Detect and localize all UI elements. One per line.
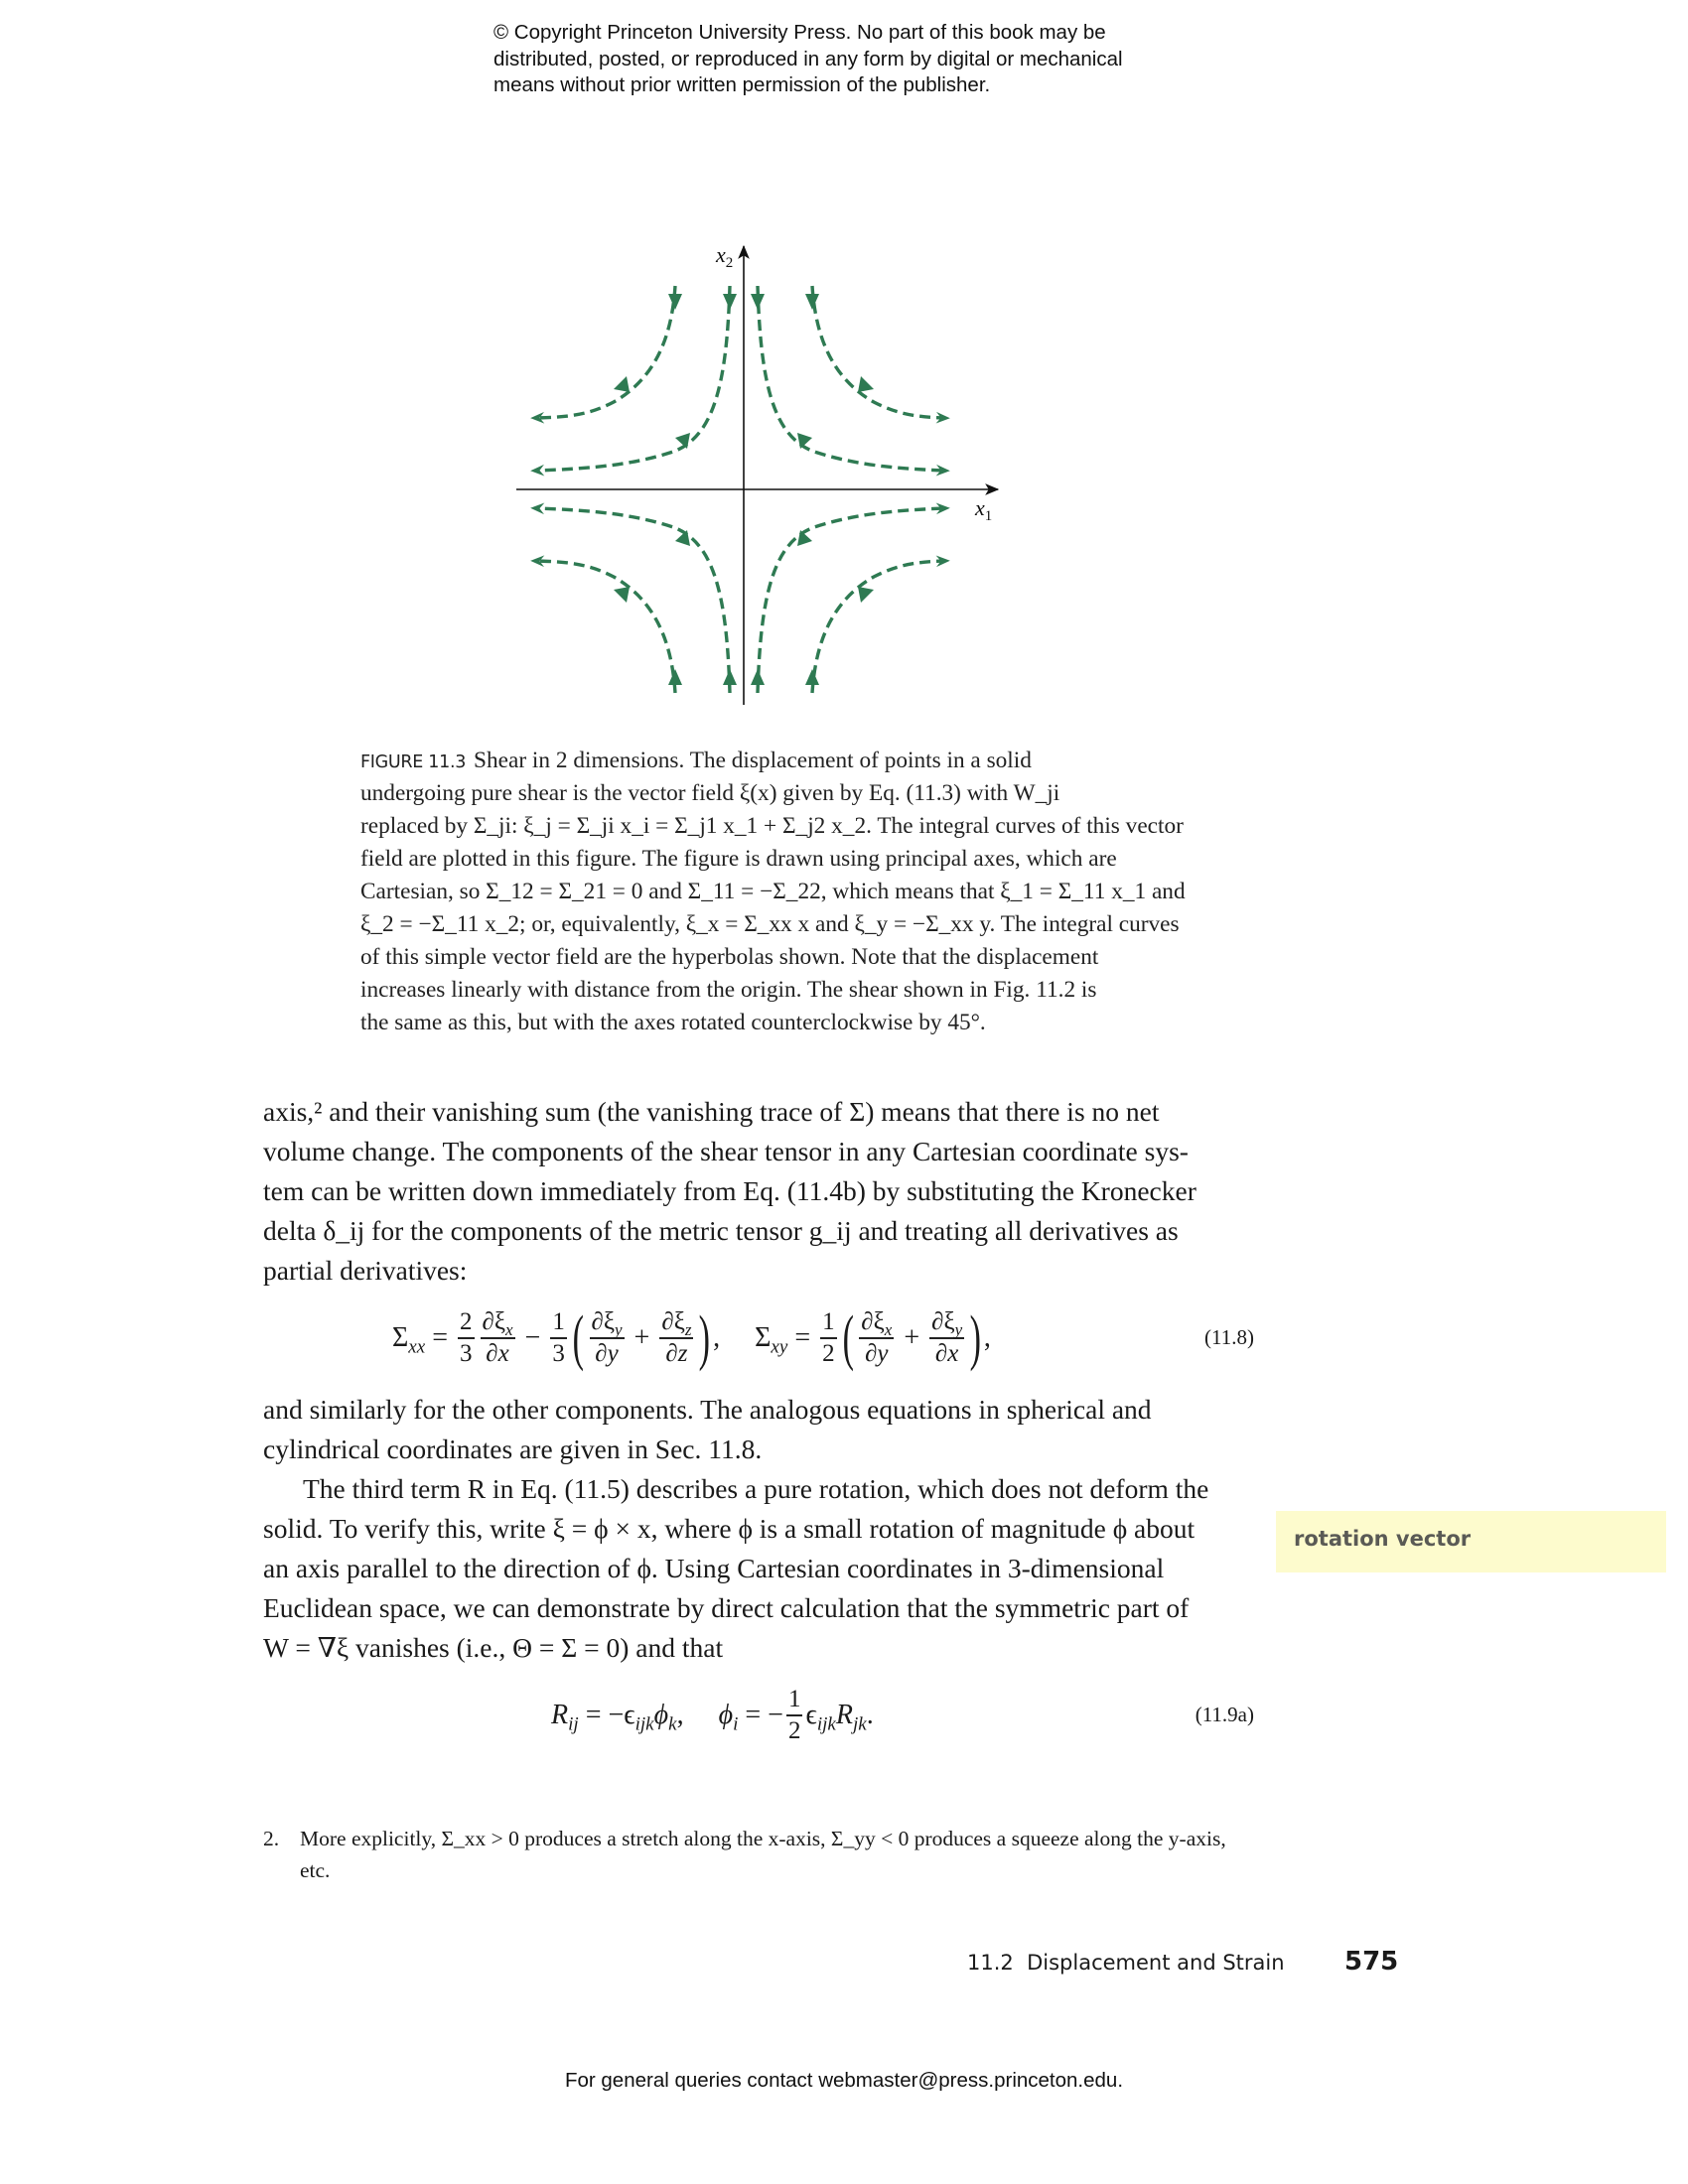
margin-note	[1276, 1511, 1666, 1572]
body-line: The third term R in Eq. (11.5) describes a pure rotation, which does not deform the	[303, 1473, 1209, 1504]
copyright-line: © Copyright Princeton University Press. No part of this book may be	[493, 21, 1106, 44]
contact-line: For general queries contact webmaster@press.princeton.edu.	[564, 2069, 1124, 2092]
body-line: tem can be written down immediately from Eq. (11.4b) by substituting the Kronecker	[263, 1175, 1196, 1206]
body-line: volume change. The components of the shear tensor in any Cartesian coordinate sys-	[263, 1136, 1189, 1166]
body-line: an axis parallel to the direction of ϕ. Using Cartesian coordinates in 3-dimensional	[263, 1553, 1165, 1583]
curve-lr-inner	[758, 508, 944, 693]
body-line: partial derivatives:	[263, 1255, 468, 1286]
caption-line: field are plotted in this figure. The figure is drawn using principal axes, which are	[360, 846, 1117, 872]
margin-note-text: rotation vector	[1294, 1527, 1472, 1551]
curve-ur-outer	[812, 286, 944, 418]
body-paragraph-2	[263, 1390, 1254, 1469]
caption-line: increases linearly with distance from the origin. The shear shown in Fig. 11.2 is	[360, 977, 1097, 1003]
equation-11-8	[263, 1303, 1254, 1373]
x1-axis-label: $x_1$	[975, 495, 993, 524]
footnote-number: 2.	[263, 1827, 280, 1850]
curve-ur-inner	[758, 286, 944, 471]
copyright-line: distributed, posted, or reproduced in any form by digital or mechanical	[493, 47, 1123, 70]
page-number: 575	[1344, 1947, 1399, 1977]
caption-line: the same as this, but with the axes rotated counterclockwise by 45°.	[360, 1010, 986, 1035]
equation-11-9a	[263, 1681, 1254, 1750]
figure-caption	[360, 745, 1186, 1039]
shear-figure	[496, 228, 1013, 715]
footnote-line: etc.	[300, 1858, 331, 1882]
caption-line: Cartesian, so Σ_12 = Σ_21 = 0 and Σ_11 = −Σ_22, which means that ξ_1 = Σ_11 x_1 and	[360, 879, 1186, 904]
caption-line: ξ_2 = −Σ_11 x_2; or, equivalently, ξ_x = Σ_xx x and ξ_y = −Σ_xx y. The integral curves	[360, 911, 1180, 937]
running-footer-section: 11.2 Displacement and Strain	[967, 1951, 1285, 1975]
figure-label: FIGURE 11.3	[360, 752, 467, 772]
body-line: delta δ_ij for the components of the metric tensor g_ij and treating all derivatives as	[263, 1215, 1179, 1246]
body-line: W = ∇ξ vanishes (i.e., Θ = Σ = 0) and that	[263, 1632, 724, 1663]
body-paragraph-1	[263, 1092, 1254, 1291]
equation-11-9a-body: $R_{ij} = -\epsilon_{ijk}\phi_k$, $\phi_i$ = − $\frac{1}{2}$ $\epsilon_{ijk}R_{jk}$.	[551, 1686, 874, 1744]
caption-line: undergoing pure shear is the vector field ξ(x) given by Eq. (11.3) with W_ji	[360, 780, 1060, 806]
equation-number: (11.9a)	[1195, 1703, 1254, 1726]
footnote-line: More explicitly, Σ_xx > 0 produces a stretch along the x-axis, Σ_yy < 0 produces a squeeze along the y-axis,	[300, 1827, 1226, 1850]
caption-line: replaced by Σ_ji: ξ_j = Σ_ji x_i = Σ_j1 x_1 + Σ_j2 x_2. The integral curves of this vector	[360, 813, 1184, 839]
copyright-line: means without prior written permission of the publisher.	[493, 73, 991, 96]
body-line: Euclidean space, we can demonstrate by direct calculation that the symmetric part of	[263, 1592, 1190, 1623]
body-line: solid. To verify this, write ξ = ϕ × x, where ϕ is a small rotation of magnitude ϕ about	[263, 1513, 1196, 1544]
curve-ll-outer	[536, 561, 675, 693]
body-line: axis,² and their vanishing sum (the vanishing trace of Σ) means that there is no net	[263, 1096, 1160, 1127]
equation-11-8-body: $\Sigma_{xx}$ = $\frac{2}{3}$ $\frac{\partial\xi_x}{\partial x}$ − $\frac{1}{3}$ ( $\frac{\partial\xi_y}{\partial y}$ + $\frac{\partial\xi_z}{\partial z}$ ) , $\Sigma_{xy}$ = $\frac{1}{2}$ ( $\frac{\partial\xi_x}{\partial y}$ + $\frac{\partial\xi_y}{\partial x}$ ) ,	[392, 1304, 991, 1372]
curve-ul-inner	[536, 286, 730, 471]
footnote-2	[263, 1823, 1254, 1886]
curve-ul-outer	[536, 286, 675, 418]
curve-lr-outer	[812, 561, 944, 693]
x2-axis-label: $x_2$	[716, 242, 734, 271]
curve-ll-inner	[536, 508, 730, 693]
body-line: cylindrical coordinates are given in Sec. 11.8.	[263, 1433, 763, 1464]
equation-number: (11.8)	[1204, 1325, 1254, 1349]
copyright-notice	[493, 20, 1248, 99]
body-line: and similarly for the other components. The analogous equations in spherical and	[263, 1394, 1152, 1425]
body-paragraph-3	[263, 1469, 1254, 1668]
caption-line: of this simple vector field are the hyperbolas shown. Note that the displacement	[360, 944, 1099, 970]
caption-line: Shear in 2 dimensions. The displacement of points in a solid	[474, 748, 1032, 773]
